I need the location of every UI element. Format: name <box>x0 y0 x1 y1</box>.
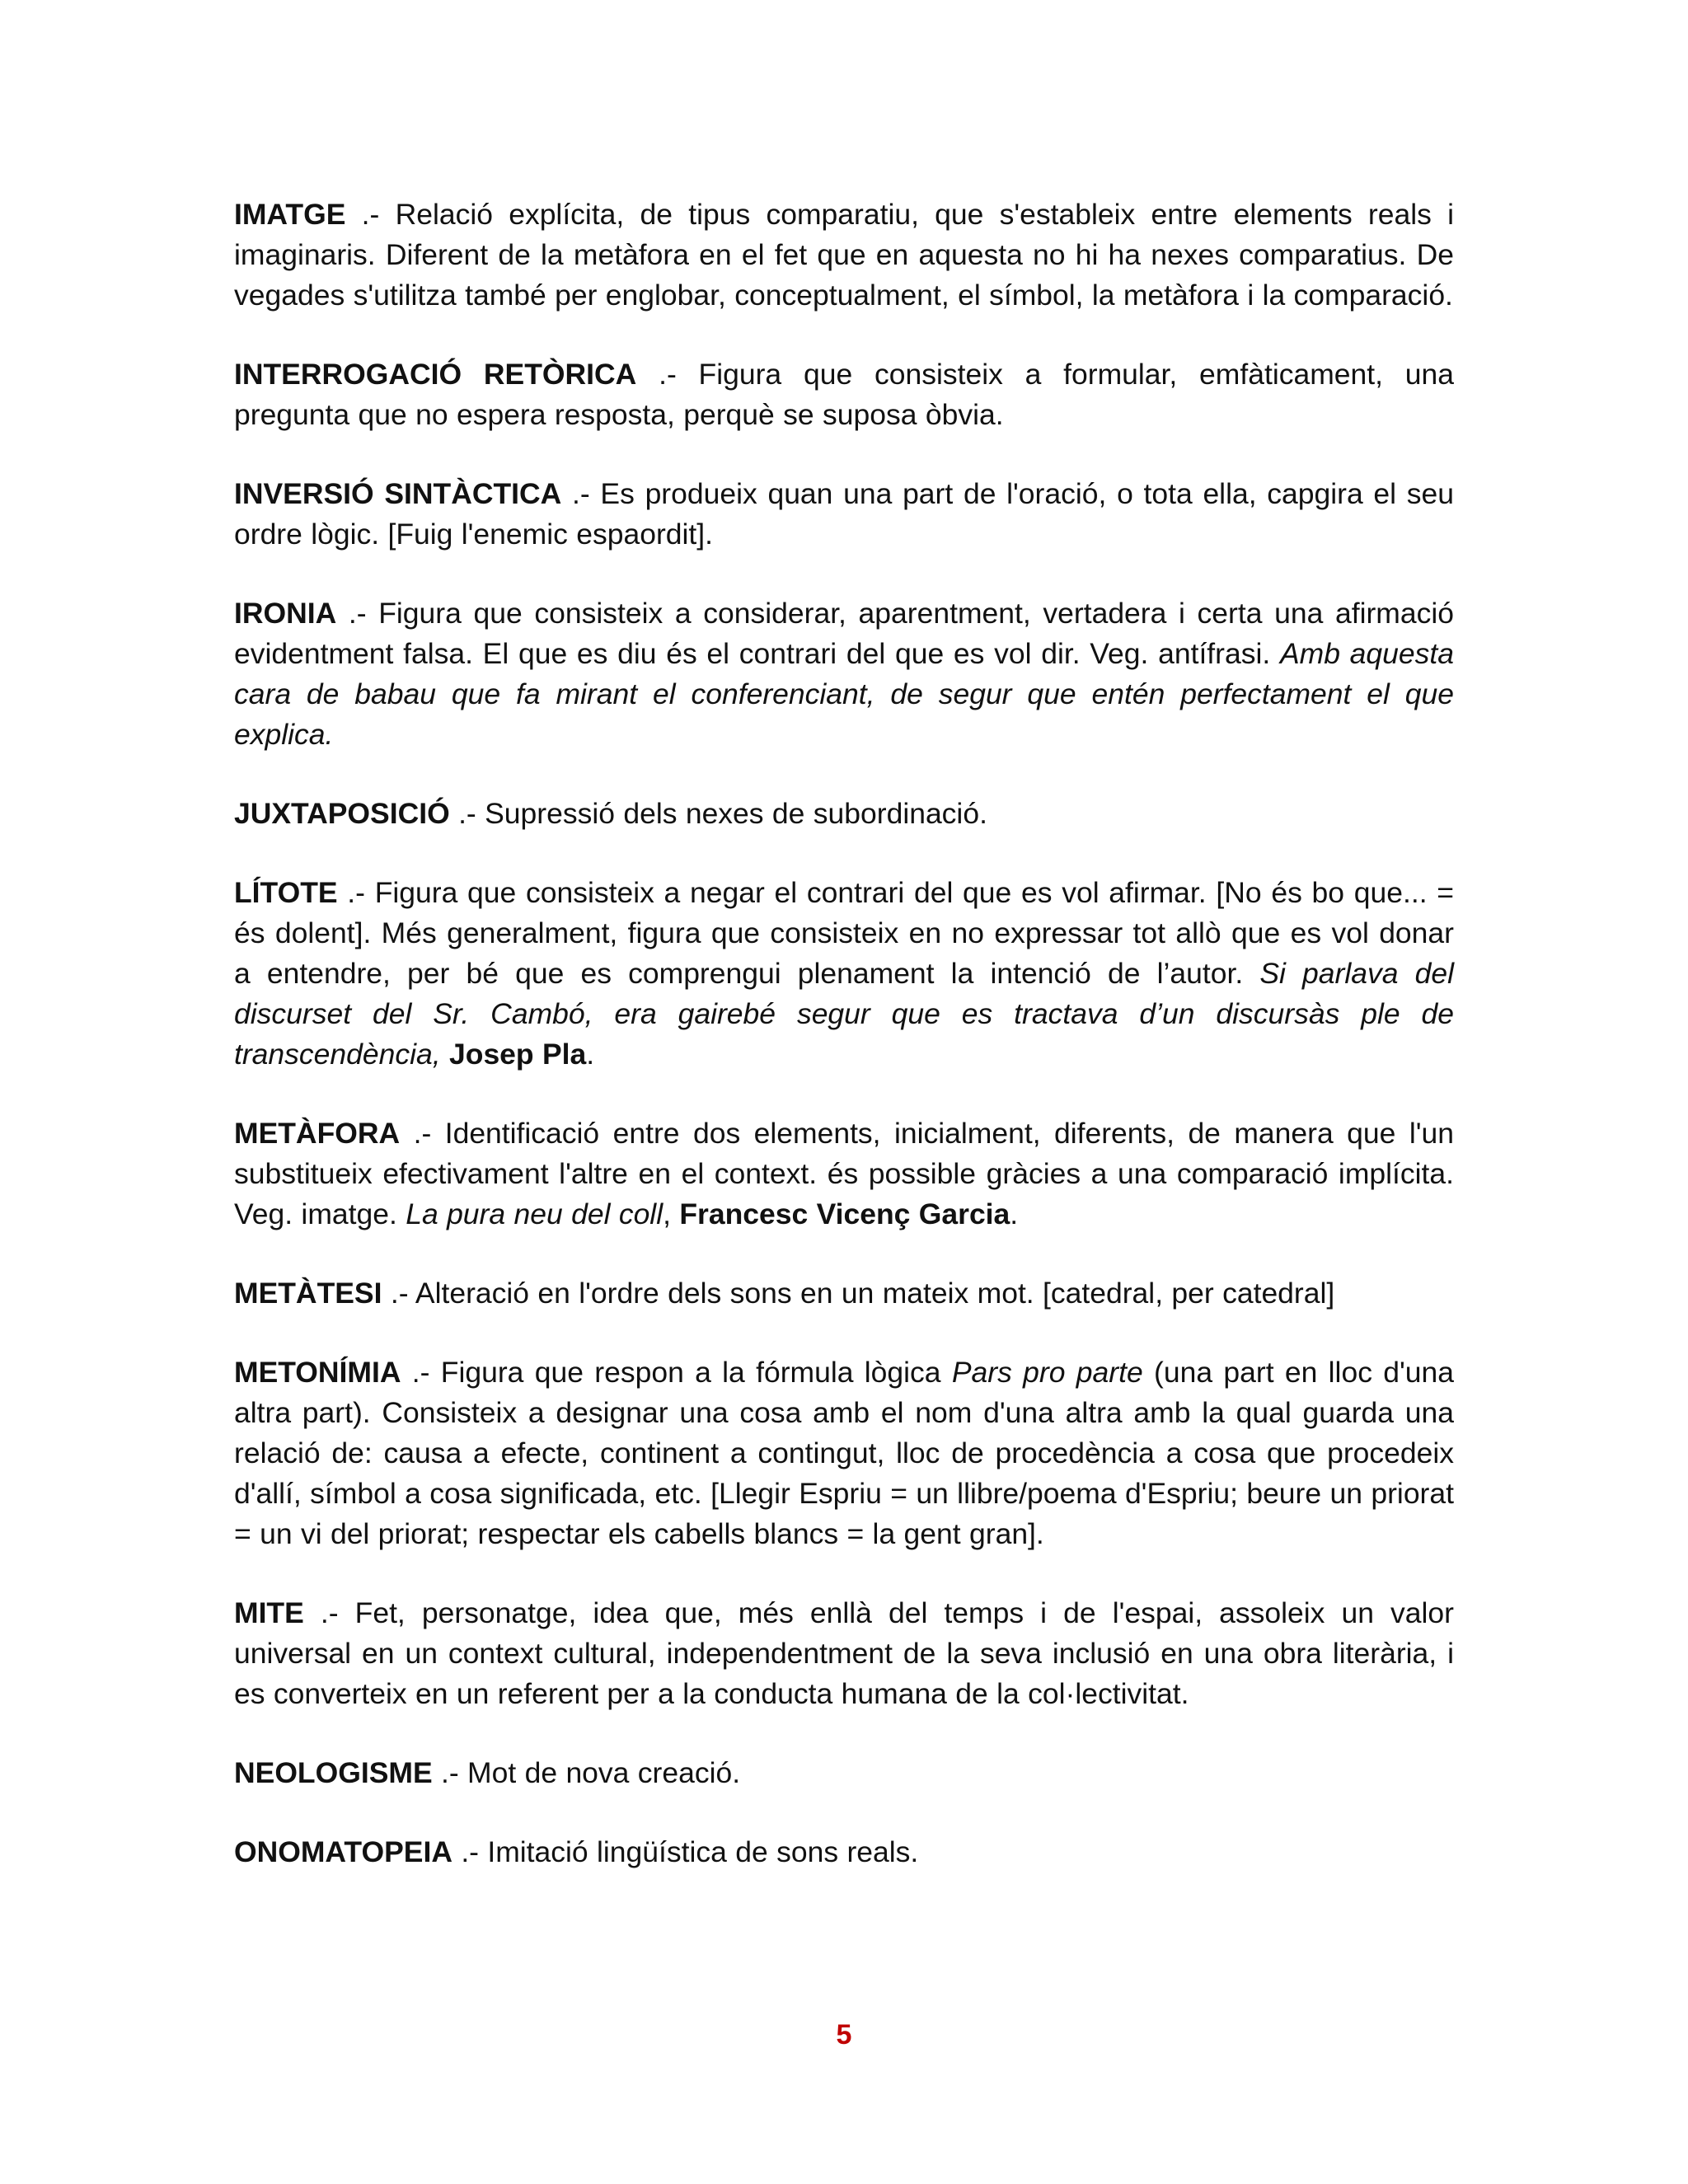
entry-author-separator: , <box>663 1197 680 1230</box>
glossary-entry-imatge <box>234 194 1454 316</box>
entry-definition: .- Figura que respon a la fórmula lògica <box>401 1356 952 1389</box>
entry-term: METÀTESI <box>234 1277 382 1310</box>
entry-definition: .- Imitació lingüística de sons reals. <box>452 1835 919 1868</box>
entry-definition: .- Es produeix quan una part de l'oració, o tota ella, capgira el seu ordre lògic. [Fuig l'enemic espaordit]. <box>234 477 1454 551</box>
entry-term: NEOLOGISME <box>234 1756 433 1789</box>
glossary-entry-juxtaposicio <box>234 794 1454 834</box>
glossary-entry-inversio-sintactica <box>234 474 1454 555</box>
entry-definition: .- Fet, personatge, idea que, més enllà del temps i de l'espai, assoleix un valor universal en un context cultural, independentment de la seva inclusió en una obra literària, i es converteix en un referent per a la conducta humana de la col·lectivitat. <box>234 1596 1454 1710</box>
entry-author: Josep Pla <box>449 1038 587 1071</box>
entry-example: Amb aquesta cara de babau que fa mirant el conferenciant, de segur que entén perfectament el que explica. <box>234 637 1454 751</box>
entry-definition: .- Figura que consisteix a considerar, aparentment, vertadera i certa una afirmació evidentment falsa. El que es diu és el contrari del que es vol dir. Veg. antífrasi. <box>234 597 1454 670</box>
entry-term: LÍTOTE <box>234 876 338 909</box>
glossary-entry-metatesi <box>234 1273 1454 1314</box>
glossary-entry-metonimia <box>234 1352 1454 1554</box>
page-number: 5 <box>836 2019 852 2050</box>
entry-term: METÀFORA <box>234 1117 401 1150</box>
entry-term: METONÍMIA <box>234 1356 401 1389</box>
entry-example: Pars pro parte <box>951 1356 1143 1389</box>
entry-definition: .- Mot de nova creació. <box>432 1756 741 1789</box>
glossary-entry-ironia <box>234 593 1454 755</box>
glossary-entry-mite <box>234 1593 1454 1714</box>
entry-example: La pura neu del coll <box>406 1197 663 1230</box>
glossary-entry-onomatopeia <box>234 1832 1454 1872</box>
entry-definition: .- Relació explícita, de tipus comparatiu, que s'estableix entre elements reals i imaginaris. Diferent de la metàfora en el fet que en aquesta no hi ha nexes comparatius. De vegades s'utilitza també per englobar, conceptualment, el símbol, la metàfora i la comparació. <box>234 198 1454 312</box>
glossary-entry-interrogacio-retorica <box>234 354 1454 435</box>
glossary-entry-metafora <box>234 1113 1454 1235</box>
entry-author-separator <box>441 1038 449 1071</box>
entry-definition: .- Figura que consisteix a formular, emfàticament, una pregunta que no espera resposta, perquè se suposa òbvia. <box>234 358 1454 431</box>
glossary-entry-neologisme <box>234 1753 1454 1793</box>
entry-definition: .- Identificació entre dos elements, inicialment, diferents, de manera que l'un substitueix efectivament l'altre en el context. és possible gràcies a una comparació implícita. Veg. imatge. <box>234 1117 1454 1230</box>
entry-definition: .- Alteració en l'ordre dels sons en un mateix mot. [catedral, per catedral] <box>382 1277 1335 1310</box>
entry-term: ONOMATOPEIA <box>234 1835 452 1868</box>
entry-term: MITE <box>234 1596 304 1629</box>
entry-tail: . <box>586 1038 595 1071</box>
entry-term: INTERROGACIÓ RETÒRICA <box>234 358 637 391</box>
glossary-entry-litote <box>234 873 1454 1075</box>
entry-term: IMATGE <box>234 198 346 231</box>
entry-term: JUXTAPOSICIÓ <box>234 797 450 830</box>
entry-tail: (una part en lloc d'una altra part). Consisteix a designar una cosa amb el nom d'una altra amb la qual guarda una relació de: causa a efecte, continent a contingut, lloc de procedència a cosa que procedeix d'allí, símbol a cosa significada, etc. [Llegir Espriu = un llibre/poema d'Espriu; beure un priorat = un vi del priorat; respectar els cabells blancs = la gent gran]. <box>234 1356 1454 1550</box>
entry-definition: .- Supressió dels nexes de subordinació. <box>449 797 987 830</box>
entry-author: Francesc Vicenç Garcia <box>679 1197 1010 1230</box>
entry-term: INVERSIÓ SINTÀCTICA <box>234 477 562 510</box>
entry-definition: .- Figura que consisteix a negar el contrari del que es vol afirmar. [No és bo que... = és dolent]. Més generalment, figura que consisteix en no expressar tot allò que es vol donar a entendre, per bé que es comprengui plenament la intenció de l’autor. <box>234 876 1454 990</box>
glossary-page <box>234 194 1454 1911</box>
entry-tail: . <box>1010 1197 1019 1230</box>
entry-term: IRONIA <box>234 597 337 630</box>
entry-example: Si parlava del discurset del Sr. Cambó, era gairebé segur que es tractava d’un discursàs ple de transcendència, <box>234 957 1454 1071</box>
